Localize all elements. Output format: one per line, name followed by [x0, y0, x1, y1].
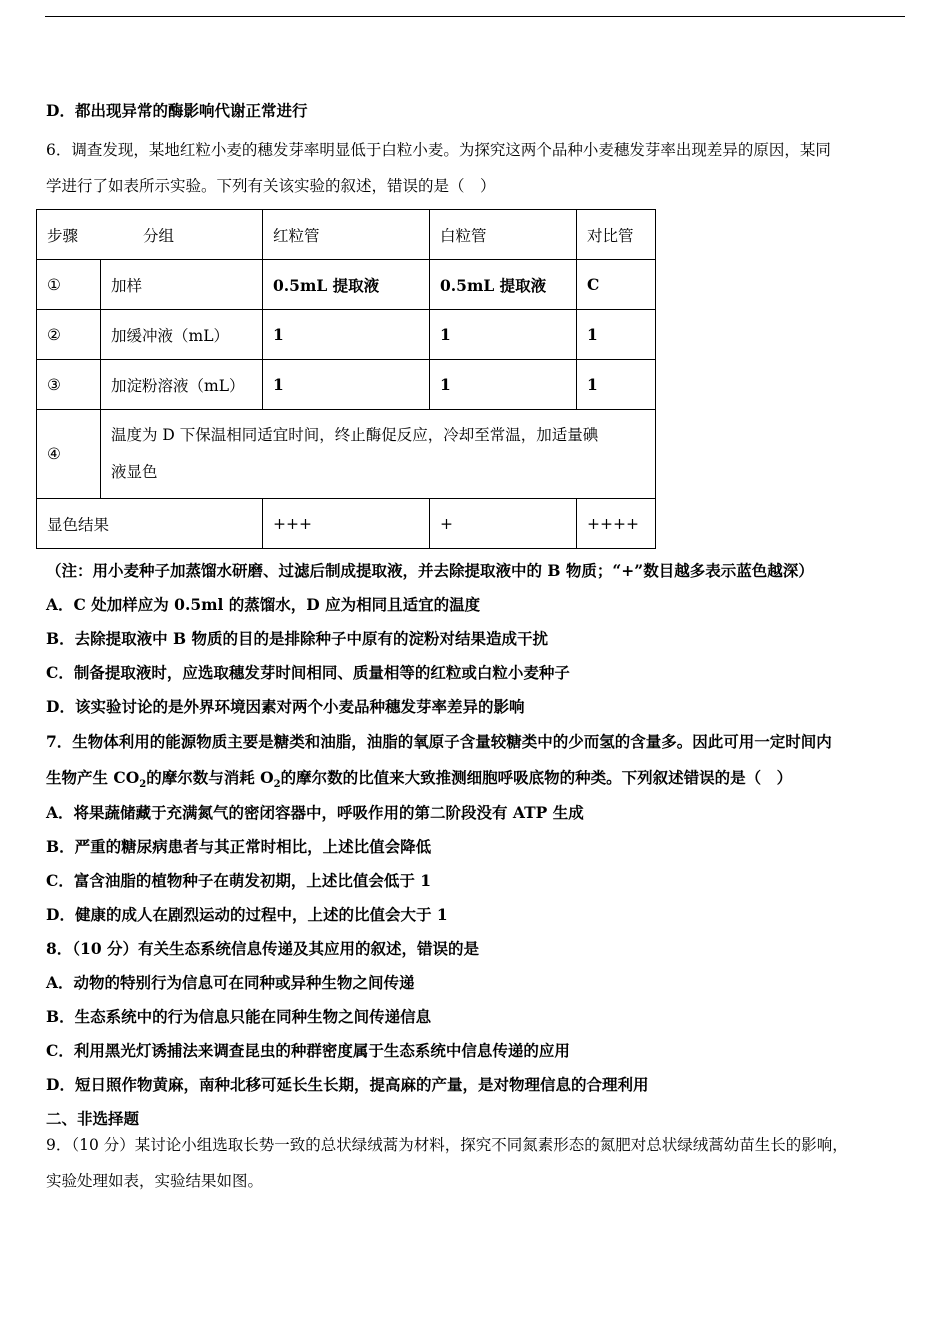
- header-group: 分组: [142, 226, 174, 245]
- table-row: [37, 499, 656, 549]
- header-step: 步骤: [47, 226, 79, 245]
- cell-red: 0.5mL 提取液: [263, 260, 430, 310]
- header-control: 对比管: [577, 210, 656, 260]
- header-red: 红粒管: [263, 210, 430, 260]
- q8-option-d: D．短日照作物黄麻，南种北移可延长生长期，提高麻的产量，是对物理信息的合理利用: [46, 1075, 649, 1094]
- cell-control: C: [577, 260, 656, 310]
- q6-stem-line1: 6．调查发现，某地红粒小麦的穗发芽率明显低于白粒小麦。为探究这两个品种小麦穗发芽率出现差异的原因，某同: [46, 141, 831, 159]
- table-row: [37, 360, 656, 410]
- header-step-group: [37, 210, 263, 260]
- table-row: [37, 410, 656, 499]
- q7-option-d: D．健康的成人在剧烈运动的过程中，上述的比值会大于 1: [46, 905, 448, 924]
- q9-stem-line1: 9．（10 分）某讨论小组选取长势一致的总状绿绒蒿为材料，探究不同氮素形态的氮肥对总状绿绒蒿幼苗生长的影响，: [46, 1136, 848, 1154]
- q6-stem-line2: 学进行了如表所示实验。下列有关该实验的叙述，错误的是（ ）: [46, 177, 496, 195]
- step-number: ④: [37, 410, 101, 499]
- q8-stem: 8．（10 分）有关生态系统信息传递及其应用的叙述，错误的是: [46, 939, 480, 958]
- q7-stem-line2: [46, 767, 792, 796]
- q7-o2-subscript: 2: [273, 779, 281, 791]
- cell-red: 1: [263, 310, 430, 360]
- experiment-table: [36, 209, 656, 549]
- q9-stem-line2: 实验处理如表，实验结果如图。: [46, 1172, 264, 1190]
- q8-option-c: C．利用黑光灯诱捕法来调查昆虫的种群密度属于生态系统中信息传递的应用: [46, 1041, 570, 1060]
- table-row: [37, 260, 656, 310]
- q8-option-b: B．生态系统中的行为信息只能在同种生物之间传递信息: [46, 1007, 432, 1026]
- q7-stem-line1: 7．生物体利用的能源物质主要是糖类和油脂，油脂的氧原子含量较糖类中的少而氢的含量多。因此可用一定时间内: [46, 732, 832, 751]
- cell-white: 1: [430, 360, 577, 410]
- step-label: 加淀粉溶液（mL）: [101, 360, 263, 410]
- q7-line2-part2: 的摩尔数与消耗 O: [146, 768, 274, 787]
- step-label: 加样: [101, 260, 263, 310]
- q7-option-c: C．富含油脂的植物种子在萌发初期，上述比值会低于 1: [46, 871, 432, 890]
- step4-description: [101, 410, 656, 499]
- cell-white: 1: [430, 310, 577, 360]
- header-rule: [45, 16, 905, 17]
- step-number: ②: [37, 310, 101, 360]
- cell-control: 1: [577, 360, 656, 410]
- q6-option-b: B．去除提取液中 B 物质的目的是排除种子中原有的淀粉对结果造成干扰: [46, 629, 548, 648]
- section-heading: 二、非选择题: [46, 1109, 140, 1128]
- result-label: 显色结果: [37, 499, 263, 549]
- q6-option-a: A．C 处加样应为 0.5ml 的蒸馏水，D 应为相同且适宜的温度: [46, 595, 481, 614]
- q8-option-a: A．动物的特别行为信息可在同种或异种生物之间传递: [46, 973, 415, 992]
- step-number: ③: [37, 360, 101, 410]
- result-white: +: [430, 499, 577, 549]
- q7-option-b: B．严重的糖尿病患者与其正常时相比，上述比值会降低: [46, 837, 432, 856]
- result-control: ++++: [577, 499, 656, 549]
- step-number: ①: [37, 260, 101, 310]
- table-row: [37, 310, 656, 360]
- step4-line1: 温度为 D 下保温相同适宜时间，终止酶促反应，冷却至常温，加适量碘: [111, 426, 599, 444]
- step-label: 加缓冲液（mL）: [101, 310, 263, 360]
- result-red: +++: [263, 499, 430, 549]
- prev-option-d: D．都出现异常的酶影响代谢正常进行: [46, 101, 308, 120]
- q7-co2-subscript: 2: [139, 779, 147, 791]
- table-header-row: [37, 210, 656, 260]
- q7-option-a: A．将果蔬储藏于充满氮气的密闭容器中，呼吸作用的第二阶段没有 ATP 生成: [46, 803, 584, 822]
- q7-line2-part3: 的摩尔数的比值来大致推测细胞呼吸底物的种类。下列叙述错误的是（ ）: [280, 768, 793, 787]
- q6-option-c: C．制备提取液时，应选取穗发芽时间相同、质量相等的红粒或白粒小麦种子: [46, 663, 570, 682]
- header-white: 白粒管: [430, 210, 577, 260]
- q6-option-d: D．该实验讨论的是外界环境因素对两个小麦品种穗发芽率差异的影响: [46, 697, 525, 716]
- cell-control: 1: [577, 310, 656, 360]
- step4-line2: 液显色: [111, 463, 158, 481]
- cell-red: 1: [263, 360, 430, 410]
- q7-line2-part1: 生物产生 CO: [46, 768, 140, 787]
- cell-white: 0.5mL 提取液: [430, 260, 577, 310]
- q6-note: （注：用小麦种子加蒸馏水研磨、过滤后制成提取液，并去除提取液中的 B 物质；“+”数目越多表示蓝色越深）: [46, 561, 814, 580]
